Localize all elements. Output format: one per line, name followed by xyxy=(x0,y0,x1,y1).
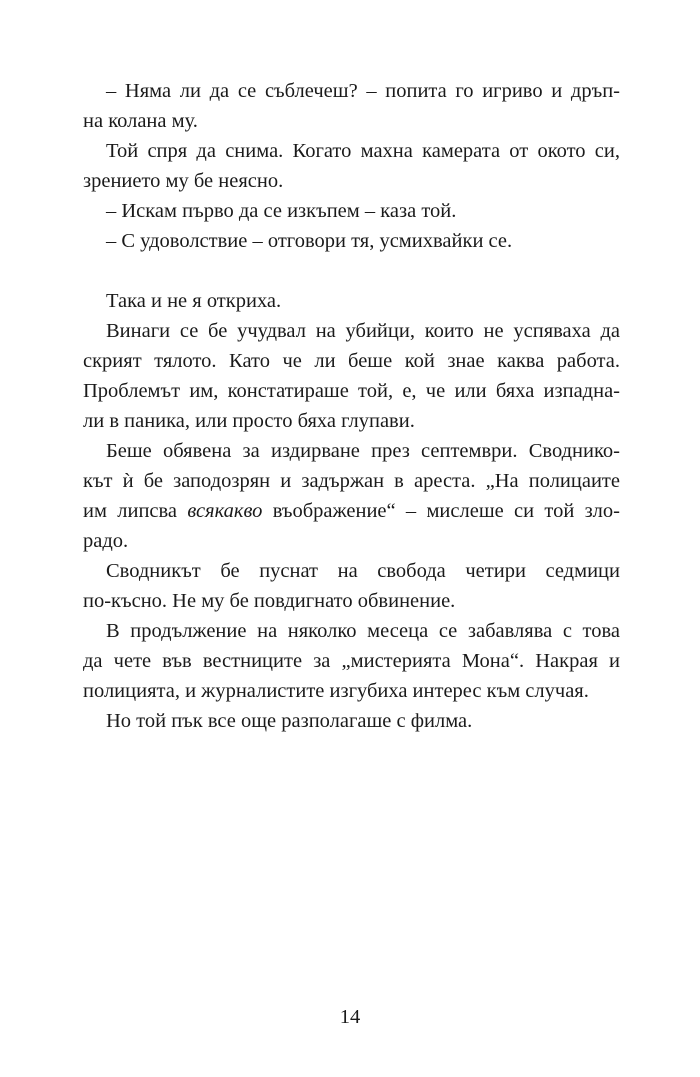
paragraph-line: да чете във вестниците за „мистерията Мона“. Накрая и xyxy=(83,650,620,672)
paragraph-line: Сводникът бе пуснат на свобода четири седмици xyxy=(106,560,620,582)
paragraph-line: полицията, и журналистите изгубиха интерес към случая. xyxy=(83,680,589,702)
paragraph-line: зрението му бе неясно. xyxy=(83,170,284,192)
page-number: 14 xyxy=(339,1006,361,1028)
paragraph-line: кът ѝ бе заподозрян и задържан в ареста. „На полицаите xyxy=(83,470,620,492)
text-run: въображение“ – мислеше си той зло- xyxy=(262,500,620,522)
paragraph-line: Беше обявена за издирване през септември. Своднико- xyxy=(106,440,620,462)
paragraph-line: – Няма ли да се съблечеш? – попита го игриво и дръп- xyxy=(106,80,620,102)
italic-text-run: всякакво xyxy=(187,500,263,522)
paragraph-line: ли в паника, или просто бяха глупави. xyxy=(83,410,415,432)
body-text xyxy=(83,76,620,736)
paragraph-line: Той спря да снима. Когато махна камерата от окото си, xyxy=(106,140,620,162)
text-run: им липсва xyxy=(83,500,188,522)
paragraph-line: скрият тялото. Като че ли беше кой знае каква работа. xyxy=(83,350,620,372)
paragraph-line: – Искам първо да се изкъпем – каза той. xyxy=(106,200,457,222)
paragraph-line: радо. xyxy=(83,530,129,552)
paragraph-line: Но той пък все още разполагаше с филма. xyxy=(106,710,473,732)
paragraph-line: Винаги се бе учудвал на убийци, които не успяваха да xyxy=(106,320,620,342)
paragraph-line: по-късно. Не му бе повдигнато обвинение. xyxy=(83,590,456,612)
paragraph-line-mixed xyxy=(83,496,620,526)
paragraph-line: на колана му. xyxy=(83,110,198,132)
paragraph-line: Така и не я откриха. xyxy=(106,290,282,312)
section-break xyxy=(83,256,620,286)
paragraph-line: – С удоволствие – отговори тя, усмихвайки се. xyxy=(106,230,513,252)
paragraph-line: В продължение на няколко месеца се забавлява с това xyxy=(106,620,620,642)
paragraph-line: Проблемът им, констатираше той, е, че или бяха изпадна- xyxy=(83,380,620,402)
